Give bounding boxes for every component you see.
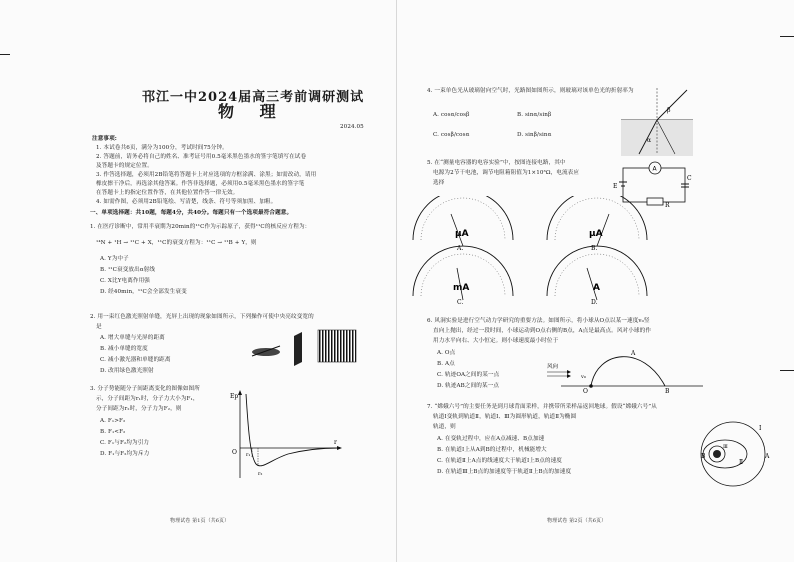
q7-option-b: B. 在轨道Ⅰ上从A到B的过程中，机械能增大 — [437, 447, 547, 453]
angle-beta-label: β — [667, 107, 671, 114]
q3-stem-cont2: 分子间距为r₂时，分子力为F₂，则 — [96, 406, 182, 412]
q6-stem: 6. 风洞实验是进行空气动力学研究的重要方法。如图所示，将小球从O点以某一速度v₀竖 — [427, 318, 650, 324]
meter-d-unit: A — [593, 283, 600, 293]
note-line: 4. 如需作图，必须用2B铅笔绘、写清楚，线条、符号等须加黑、加粗。 — [96, 199, 277, 205]
q2-option-c: C. 减小激光器和单缝的距离 — [100, 357, 171, 363]
origin-label: O — [232, 449, 237, 456]
meter-d-label: D. — [591, 299, 598, 306]
y-axis-arrow-icon — [238, 390, 242, 395]
meter-d — [547, 246, 647, 306]
point-o-label: O — [583, 388, 588, 394]
ball-icon — [589, 384, 593, 388]
y-axis-label: Ep — [230, 393, 239, 400]
notes-heading: 注意事项: — [92, 136, 117, 142]
refracted-ray — [657, 90, 687, 120]
point-b-label: B — [665, 388, 670, 394]
q5-stem: 5. 在“测量电容器的电容实验”中，按图连接电路，其中 — [427, 160, 566, 166]
q4-option-c: C. cosβ/cosα — [433, 132, 470, 138]
q4-option-b: B. sinα/sinβ — [517, 112, 552, 118]
subject-title: 物 理 — [218, 102, 286, 121]
meter-b-label: B. — [591, 245, 598, 252]
wind-arrow-icon — [567, 370, 571, 374]
q4-refraction-figure — [617, 82, 697, 158]
q2-option-b: B. 减小单缝的宽度 — [100, 346, 148, 352]
scan-mark — [780, 36, 794, 37]
q7-option-d: D. 在轨道Ⅲ上B点的加速度等于轨道Ⅱ上B点的加速度 — [437, 469, 572, 475]
note-line: 在答题卡上的指定位置作答，在其他位置作答一律无效。 — [96, 190, 239, 196]
meter-c-label: C. — [457, 299, 464, 306]
q6-trajectory-figure — [547, 346, 707, 394]
r1-label: r₁ — [246, 452, 251, 458]
q7-orbit-figure — [697, 418, 773, 490]
note-line: 及答题卡的规定位置。 — [96, 163, 153, 169]
q3-ep-graph — [228, 386, 344, 482]
resistor-label: R — [665, 202, 670, 208]
q1-stem: 1. 在医疗诊断中，常用半衰期为20min的¹¹C作为示踪原子，获得¹¹C的核反应方程为： — [90, 224, 311, 230]
meter-c — [413, 246, 513, 306]
q6-option-c: C. 轨迹OA之间的某一点 — [437, 372, 500, 378]
right-footer: 物理试卷 第2页（共6页） — [547, 518, 607, 524]
q6-option-a: A. O点 — [437, 350, 456, 356]
q7-stem: 7. “嫦娥六号”的主要任务是到月球背面采样，并携带所采样品返回地球。假设“嫦娥六号”从 — [427, 404, 657, 410]
capacitor-label: C — [687, 175, 692, 182]
ball-trajectory — [591, 357, 665, 386]
q3-option-b: B. F₁<F₂ — [100, 429, 126, 435]
left-footer: 物理试卷 第1页（共6页） — [170, 518, 230, 524]
meter-a-label: A. — [457, 245, 464, 252]
ep-curve — [246, 394, 338, 466]
meter-a-unit: μA — [455, 229, 469, 239]
q1-option-c: C. X比Y电离作用强 — [100, 278, 150, 284]
q4-option-a: A. cosα/cosβ — [433, 112, 470, 118]
q6-stem-cont: 直向上抛出，经过一段时间，小球运动到O点右侧的B点，A点是最高点。风对小球的作 — [433, 328, 652, 334]
q4-option-d: D. sinβ/sinα — [517, 132, 552, 138]
point-a-label: A — [631, 350, 636, 357]
point-b-label: B — [701, 453, 706, 460]
q1-equation: ¹⁴N + ¹H → ¹¹C + X，¹¹C的衰变方程为：¹¹C → ¹¹B + Y，则 — [96, 240, 257, 246]
v0-label: v₀ — [581, 374, 586, 380]
q1-option-b: B. ¹¹C衰变放出α射线 — [100, 267, 156, 273]
q7-option-c: C. 在轨道Ⅱ上A点的线速度大于轨道Ⅰ上B点的速度 — [437, 458, 562, 464]
note-line: 3. 作答选择题，必须用2B铅笔将答题卡上对应选项的方框涂满、涂黑；如需改动，请用 — [96, 172, 317, 178]
exam-title: 邗江一中2024届高三考前调研测试 — [142, 90, 365, 105]
orbit-three-label: Ⅲ — [723, 444, 728, 450]
q3-option-a: A. F₁>F₂ — [100, 418, 126, 424]
right-page — [397, 0, 794, 562]
note-line: 橡皮擦干净后，再选涂其他答案。作答非选择题，必须用0.5毫米黑色墨水的签字笔 — [96, 181, 305, 187]
q3-option-d: D. F₁与F₂均为斥力 — [100, 451, 150, 457]
wind-arrow-icon — [567, 374, 571, 378]
q3-stem-cont: 示，分子间距为r₁时，分子力大小为F₁， — [96, 396, 199, 402]
section-heading: 一、单项选择题：共10题，每题4分，共40分。每题只有一个选项最符合题意。 — [90, 210, 293, 216]
meter-a — [413, 196, 513, 252]
q6-option-b: B. A点 — [437, 361, 455, 367]
scan-mark — [0, 54, 10, 55]
ammeter-label: A — [652, 165, 657, 173]
orbit-one-label: Ⅰ — [759, 425, 762, 432]
meter-c-unit: mA — [453, 283, 470, 293]
point-a-label: A — [765, 453, 770, 460]
q6-stem-cont2: 用力水平向右、大小恒定。则小球速度最小时位于 — [433, 338, 559, 344]
moon-icon — [713, 450, 721, 458]
battery-label: E — [613, 183, 618, 190]
single-slit — [294, 332, 302, 366]
q6-option-d: D. 轨迹AB之间的某一点 — [437, 383, 500, 389]
q2-laser-figure — [244, 322, 364, 370]
q4-stem: 4. 一束单色光从玻璃射向空气时，光路图如图所示，则玻璃对该单色光的折射率为 — [427, 88, 634, 94]
q2-option-d: D. 改用绿色激光照射 — [100, 368, 154, 374]
q5-stem-cont2: 选择 — [433, 180, 445, 186]
q7-option-a: A. 在变轨过程中，应在A点减速、B点加速 — [437, 436, 545, 442]
x-axis-label: r — [334, 439, 337, 446]
meter-b-unit: μA — [589, 229, 603, 239]
q5-meters-figure — [407, 196, 667, 306]
note-line: 1. 本试卷共6页，满分为100分，考试时间75分钟。 — [96, 145, 228, 151]
q1-option-a: A. Y为中子 — [100, 256, 129, 262]
q2-stem-cont: 是 — [96, 324, 102, 330]
r2-label: r₂ — [258, 471, 263, 477]
q7-stem-cont2: 轨道，则 — [433, 424, 456, 430]
q5-stem-cont: 电源为2节干电池，调节电阻箱阻值为1×10³Ω，电流表应 — [433, 170, 580, 176]
wind-label: 风向 — [547, 364, 559, 370]
q7-stem-cont: 轨道Ⅰ变轨到轨道Ⅱ，轨道Ⅰ、Ⅲ为圆形轨道，轨道Ⅱ为椭圆 — [433, 414, 577, 420]
note-line: 2. 答题前，请务必将自己的姓名、准考证号用0.5毫米黑色墨水的签字笔填写在试卷 — [96, 154, 307, 160]
q3-option-c: C. F₁与F₂均为引力 — [100, 440, 150, 446]
angle-alpha-label: α — [647, 137, 652, 144]
scan-mark — [780, 370, 794, 371]
light-screen — [318, 330, 356, 362]
q1-option-d: D. 经40min，¹¹C会全部发生衰变 — [100, 289, 187, 295]
orbit-one — [701, 422, 765, 486]
q3-stem: 3. 分子势能随分子间距离变化的图像如图所 — [90, 386, 200, 392]
orbit-two-label: Ⅱ — [739, 459, 744, 466]
exam-date: 2024.05 — [340, 124, 364, 130]
meter-b — [547, 196, 647, 252]
q2-option-a: A. 增大单缝与光屏的距离 — [100, 335, 165, 341]
q2-stem: 2. 用一束红色激光照射单缝，光屏上出现的现象如图所示，下列操作可使中央亮纹变宽的 — [90, 314, 314, 320]
